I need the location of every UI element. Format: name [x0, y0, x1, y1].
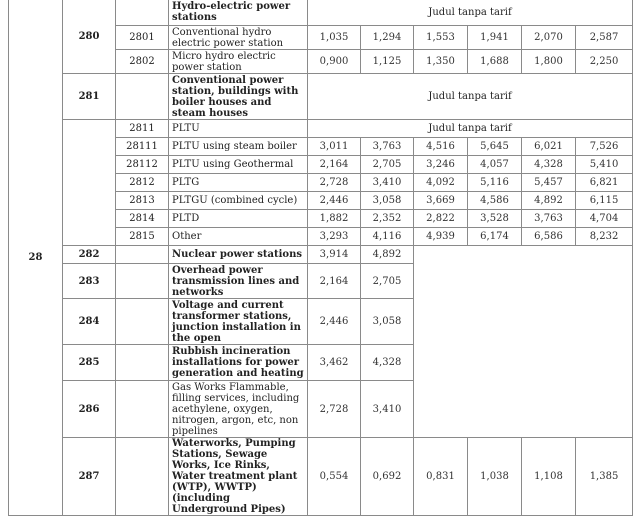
section-code: 282	[63, 246, 116, 264]
value-cell: 5,116	[468, 174, 522, 192]
value-cell: 7,526	[576, 138, 633, 156]
value-cell: 4,586	[468, 192, 522, 210]
row-description: Gas Works Flammable, filling services, including acethylene, oxygen, nitrogen, argon, etc, non pipelines	[169, 381, 308, 438]
value-cell: 0,692	[361, 438, 414, 516]
sub-code-empty	[116, 345, 169, 381]
sub-code: 2814	[116, 210, 169, 228]
row-description: PLTD	[169, 210, 308, 228]
sub-code: 28112	[116, 156, 169, 174]
value-cell: 1,941	[468, 26, 522, 50]
value-cell: 2,728	[308, 381, 361, 438]
section-title: Conventional power station, buildings with boiler houses and steam houses	[169, 74, 308, 120]
value-cell: 3,528	[468, 210, 522, 228]
value-cell: 6,115	[576, 192, 633, 210]
row-description: PLTG	[169, 174, 308, 192]
table-row	[9, 74, 633, 120]
value-cell: 2,587	[576, 26, 633, 50]
value-cell: 0,554	[308, 438, 361, 516]
value-cell: 4,092	[414, 174, 468, 192]
value-cell: 3,058	[361, 192, 414, 210]
value-cell: 3,669	[414, 192, 468, 210]
value-cell: 2,250	[576, 50, 633, 74]
section-code: 281	[63, 74, 116, 120]
sub-code: 2812	[116, 174, 169, 192]
value-cell: 6,174	[468, 228, 522, 246]
no-tariff-label: Judul tanpa tarif	[308, 120, 633, 138]
value-cell: 3,058	[361, 299, 414, 345]
value-cell: 3,011	[308, 138, 361, 156]
value-cell: 1,800	[522, 50, 576, 74]
value-cell: 2,705	[361, 156, 414, 174]
value-cell: 3,410	[361, 381, 414, 438]
value-cell: 3,763	[522, 210, 576, 228]
section-code: 286	[63, 381, 116, 438]
sub-code: 2813	[116, 192, 169, 210]
value-cell: 2,822	[414, 210, 468, 228]
value-cell: 2,446	[308, 192, 361, 210]
value-cell: 4,892	[522, 192, 576, 210]
value-cell: 4,116	[361, 228, 414, 246]
value-cell: 2,164	[308, 264, 361, 299]
value-cell: 2,446	[308, 299, 361, 345]
row-description: PLTU using steam boiler	[169, 138, 308, 156]
value-cell: 3,462	[308, 345, 361, 381]
value-cell: 4,516	[414, 138, 468, 156]
section-code: 287	[63, 438, 116, 516]
value-cell: 5,645	[468, 138, 522, 156]
row-description: Other	[169, 228, 308, 246]
value-cell: 1,882	[308, 210, 361, 228]
value-cell: 6,586	[522, 228, 576, 246]
sub-code: 2811	[116, 120, 169, 138]
value-cell: 1,294	[361, 26, 414, 50]
sub-code: 28111	[116, 138, 169, 156]
section-code: 280	[63, 0, 116, 74]
value-cell: 6,821	[576, 174, 633, 192]
row-description: Rubbish incineration installations for power generation and heating	[169, 345, 308, 381]
value-cell: 1,350	[414, 50, 468, 74]
value-cell: 3,763	[361, 138, 414, 156]
value-cell: 3,246	[414, 156, 468, 174]
blank-area	[414, 246, 633, 438]
sub-code: 2802	[116, 50, 169, 74]
table-row	[9, 438, 633, 516]
value-cell: 8,232	[576, 228, 633, 246]
value-cell: 1,038	[468, 438, 522, 516]
row-description: Voltage and current transformer stations, junction installation in the open	[169, 299, 308, 345]
value-cell: 6,021	[522, 138, 576, 156]
value-cell: 4,328	[522, 156, 576, 174]
section-title: Hydro-electric power stations	[169, 0, 308, 26]
value-cell: 1,385	[576, 438, 633, 516]
value-cell: 3,293	[308, 228, 361, 246]
value-cell: 4,328	[361, 345, 414, 381]
row-description: PLTGU (combined cycle)	[169, 192, 308, 210]
row-description: Conventional hydro electric power station	[169, 26, 308, 50]
value-cell: 1,553	[414, 26, 468, 50]
section-code: 285	[63, 345, 116, 381]
value-cell: 3,410	[361, 174, 414, 192]
section-code-empty	[63, 120, 116, 246]
value-cell: 0,900	[308, 50, 361, 74]
table-row	[9, 0, 633, 26]
section-code: 283	[63, 264, 116, 299]
no-tariff-label: Judul tanpa tarif	[308, 0, 633, 26]
value-cell: 1,688	[468, 50, 522, 74]
sub-code-empty	[116, 299, 169, 345]
table-row	[9, 246, 633, 264]
sub-code-empty	[116, 264, 169, 299]
tariff-table	[8, 0, 633, 516]
value-cell: 4,892	[361, 246, 414, 264]
sub-code-empty	[116, 381, 169, 438]
value-cell: 2,164	[308, 156, 361, 174]
sub-code: 2815	[116, 228, 169, 246]
sub-code-empty	[116, 0, 169, 26]
group-code: 28	[9, 0, 63, 516]
section-code: 284	[63, 299, 116, 345]
value-cell: 2,705	[361, 264, 414, 299]
value-cell: 2,728	[308, 174, 361, 192]
table-row	[9, 120, 633, 138]
sub-code-empty	[116, 246, 169, 264]
row-description: Waterworks, Pumping Stations, Sewage Works, Ice Rinks, Water treatment plant (WTP), WWTP) (including Underground Pipes)	[169, 438, 308, 516]
value-cell: 4,704	[576, 210, 633, 228]
value-cell: 1,125	[361, 50, 414, 74]
value-cell: 5,457	[522, 174, 576, 192]
sub-code: 2801	[116, 26, 169, 50]
no-tariff-label: Judul tanpa tarif	[308, 74, 633, 120]
row-description: PLTU using Geothermal	[169, 156, 308, 174]
value-cell: 0,831	[414, 438, 468, 516]
sub-code-empty	[116, 74, 169, 120]
row-description: PLTU	[169, 120, 308, 138]
value-cell: 4,057	[468, 156, 522, 174]
sub-code-empty	[116, 438, 169, 516]
row-description: Overhead power transmission lines and networks	[169, 264, 308, 299]
value-cell: 1,035	[308, 26, 361, 50]
value-cell: 3,914	[308, 246, 361, 264]
value-cell: 1,108	[522, 438, 576, 516]
value-cell: 5,410	[576, 156, 633, 174]
value-cell: 4,939	[414, 228, 468, 246]
value-cell: 2,070	[522, 26, 576, 50]
row-description: Micro hydro electric power station	[169, 50, 308, 74]
value-cell: 2,352	[361, 210, 414, 228]
row-description: Nuclear power stations	[169, 246, 308, 264]
